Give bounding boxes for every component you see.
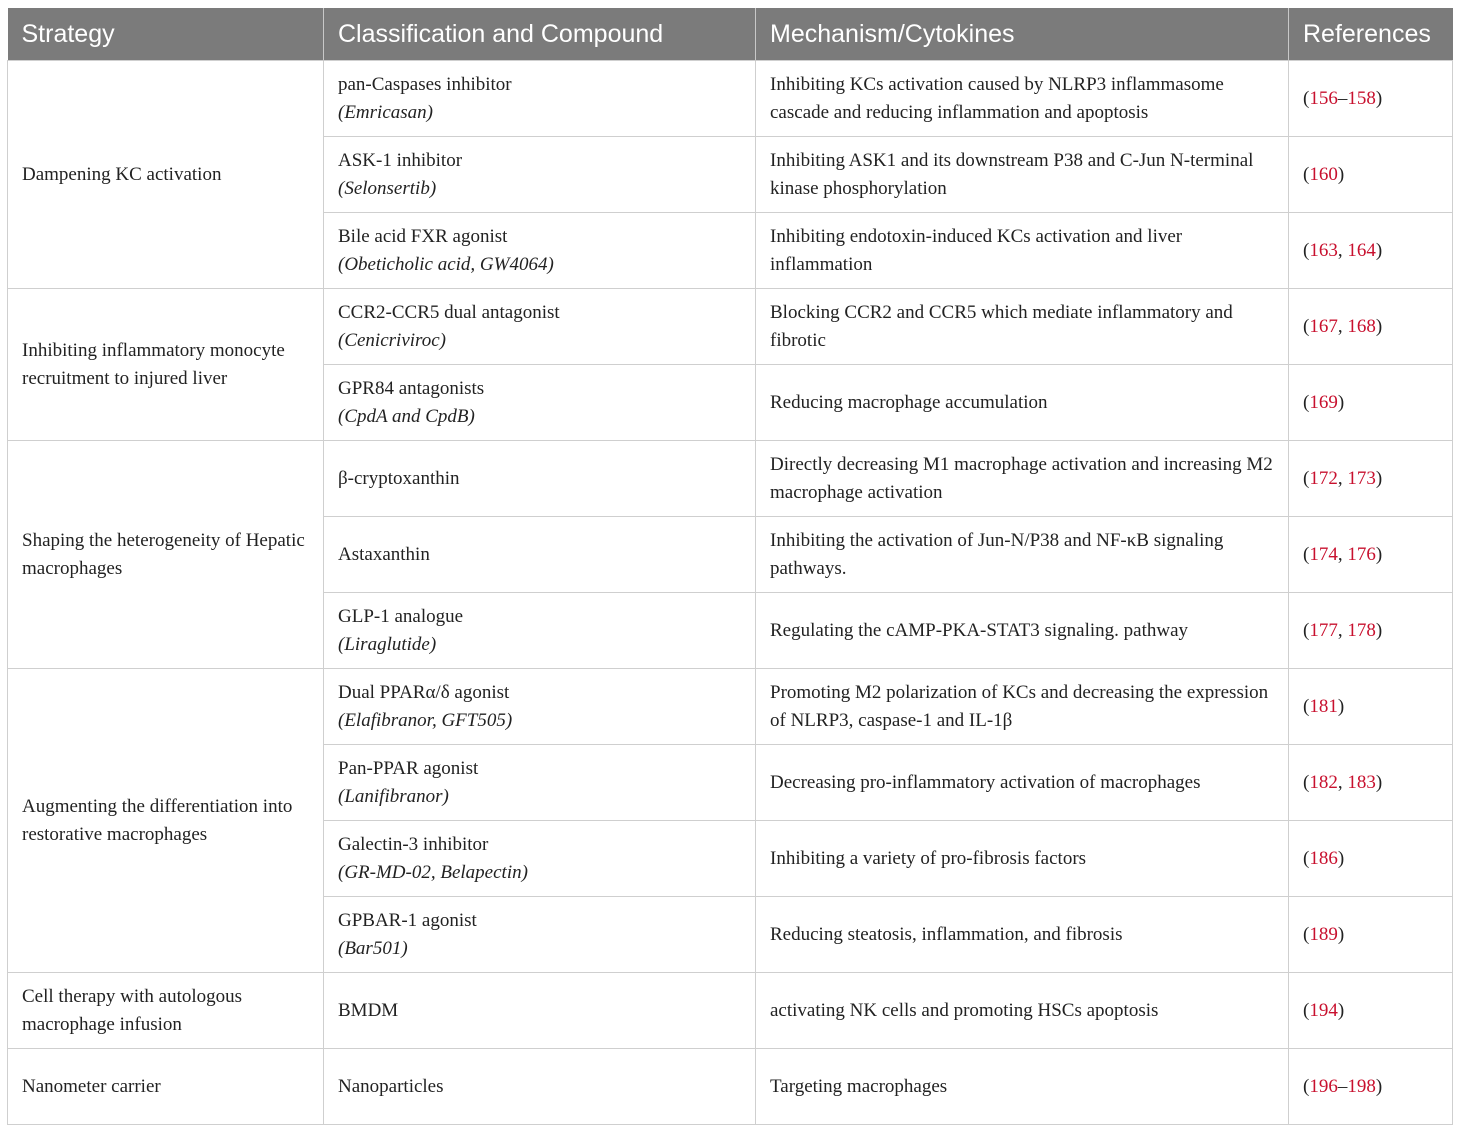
references-cell bbox=[1289, 897, 1453, 973]
classification-cell bbox=[324, 441, 756, 517]
compound-name: (Selonsertib) bbox=[338, 177, 437, 199]
classification-cell bbox=[324, 897, 756, 973]
classification-cell bbox=[324, 593, 756, 669]
header-mechanism: Mechanism/Cytokines bbox=[756, 8, 1289, 61]
classification-name: Astaxanthin bbox=[338, 543, 430, 565]
reference-link[interactable]: 156 bbox=[1309, 87, 1338, 109]
reference-link[interactable]: 178 bbox=[1347, 619, 1376, 641]
reference-list: (189) bbox=[1303, 923, 1345, 945]
references-cell bbox=[1289, 973, 1453, 1049]
references-cell bbox=[1289, 517, 1453, 593]
reference-link[interactable]: 158 bbox=[1347, 87, 1376, 109]
classification-cell bbox=[324, 61, 756, 137]
compound-name: (Liraglutide) bbox=[338, 633, 437, 655]
table-row bbox=[8, 289, 1453, 365]
classification-name: CCR2-CCR5 dual antagonist bbox=[338, 301, 560, 323]
reference-list: (181) bbox=[1303, 695, 1345, 717]
reference-link[interactable]: 174 bbox=[1309, 543, 1338, 565]
reference-list: (194) bbox=[1303, 999, 1345, 1021]
mechanism-cell: Reducing macrophage accumulation bbox=[756, 365, 1289, 441]
reference-list: (182, 183) bbox=[1303, 771, 1383, 793]
reference-separator: , bbox=[1337, 771, 1348, 793]
strategy-cell: Augmenting the differentiation into restorative macrophages bbox=[8, 669, 324, 973]
references-cell bbox=[1289, 1049, 1453, 1125]
table-row bbox=[8, 441, 1453, 517]
reference-separator: , bbox=[1337, 543, 1348, 565]
reference-link[interactable]: 186 bbox=[1309, 847, 1338, 869]
compound-name: (Obeticholic acid, GW4064) bbox=[338, 253, 554, 275]
classification-name: Bile acid FXR agonist bbox=[338, 225, 508, 247]
mechanism-cell: Inhibiting a variety of pro-fibrosis factors bbox=[756, 821, 1289, 897]
reference-list: (167, 168) bbox=[1303, 315, 1383, 337]
reference-separator: , bbox=[1337, 619, 1348, 641]
references-cell bbox=[1289, 289, 1453, 365]
strategy-cell: Cell therapy with autologous macrophage infusion bbox=[8, 973, 324, 1049]
reference-list: (177, 178) bbox=[1303, 619, 1383, 641]
strategy-cell: Shaping the heterogeneity of Hepatic macrophages bbox=[8, 441, 324, 669]
compound-name: (Elafibranor, GFT505) bbox=[338, 709, 513, 731]
classification-name: pan-Caspases inhibitor bbox=[338, 73, 512, 95]
classification-cell bbox=[324, 821, 756, 897]
classification-name: ASK-1 inhibitor bbox=[338, 149, 463, 171]
reference-link[interactable]: 164 bbox=[1347, 239, 1376, 261]
mechanism-cell: Inhibiting endotoxin-induced KCs activation and liver inflammation bbox=[756, 213, 1289, 289]
classification-name: Dual PPARα/δ agonist bbox=[338, 681, 510, 703]
classification-name: BMDM bbox=[338, 999, 399, 1021]
reference-separator: , bbox=[1337, 315, 1348, 337]
header-references: References bbox=[1289, 8, 1453, 61]
classification-cell bbox=[324, 289, 756, 365]
mechanism-cell: Decreasing pro-inflammatory activation of macrophages bbox=[756, 745, 1289, 821]
table-row bbox=[8, 973, 1453, 1049]
reference-link[interactable]: 167 bbox=[1309, 315, 1338, 337]
classification-name: Nanoparticles bbox=[338, 1075, 444, 1097]
reference-list: (196–198) bbox=[1303, 1075, 1383, 1097]
reference-link[interactable]: 194 bbox=[1309, 999, 1338, 1021]
mechanism-cell: Regulating the cAMP-PKA-STAT3 signaling. pathway bbox=[756, 593, 1289, 669]
reference-separator: , bbox=[1337, 467, 1348, 489]
mechanism-cell: Inhibiting KCs activation caused by NLRP3 inflammasome cascade and reducing inflammation and apoptosis bbox=[756, 61, 1289, 137]
mechanism-cell: Blocking CCR2 and CCR5 which mediate inflammatory and fibrotic bbox=[756, 289, 1289, 365]
classification-name: GLP-1 analogue bbox=[338, 605, 464, 627]
references-cell bbox=[1289, 669, 1453, 745]
compound-name: (Emricasan) bbox=[338, 101, 433, 123]
mechanism-cell: activating NK cells and promoting HSCs apoptosis bbox=[756, 973, 1289, 1049]
references-cell bbox=[1289, 441, 1453, 517]
compound-name: (Lanifibranor) bbox=[338, 785, 449, 807]
table-row bbox=[8, 1049, 1453, 1125]
reference-link[interactable]: 176 bbox=[1347, 543, 1376, 565]
reference-separator: , bbox=[1337, 239, 1348, 261]
mechanism-cell: Targeting macrophages bbox=[756, 1049, 1289, 1125]
classification-cell bbox=[324, 669, 756, 745]
strategies-table bbox=[7, 8, 1453, 1125]
references-cell bbox=[1289, 213, 1453, 289]
header-strategy: Strategy bbox=[8, 8, 324, 61]
reference-list: (156–158) bbox=[1303, 87, 1383, 109]
reference-link[interactable]: 173 bbox=[1347, 467, 1376, 489]
classification-cell bbox=[324, 517, 756, 593]
reference-list: (186) bbox=[1303, 847, 1345, 869]
strategy-cell: Inhibiting inflammatory monocyte recruitment to injured liver bbox=[8, 289, 324, 441]
reference-link[interactable]: 172 bbox=[1309, 467, 1338, 489]
classification-cell bbox=[324, 213, 756, 289]
classification-name: GPBAR-1 agonist bbox=[338, 909, 477, 931]
classification-cell bbox=[324, 1049, 756, 1125]
reference-link[interactable]: 196 bbox=[1309, 1075, 1338, 1097]
references-cell bbox=[1289, 593, 1453, 669]
classification-name: Pan-PPAR agonist bbox=[338, 757, 479, 779]
reference-link[interactable]: 163 bbox=[1309, 239, 1338, 261]
reference-separator: – bbox=[1337, 1075, 1348, 1097]
reference-link[interactable]: 168 bbox=[1347, 315, 1376, 337]
reference-separator: – bbox=[1337, 87, 1348, 109]
mechanism-cell: Directly decreasing M1 macrophage activation and increasing M2 macrophage activation bbox=[756, 441, 1289, 517]
references-cell bbox=[1289, 745, 1453, 821]
header-classification: Classification and Compound bbox=[324, 8, 756, 61]
classification-name: Galectin-3 inhibitor bbox=[338, 833, 489, 855]
table-header bbox=[8, 8, 1453, 61]
references-cell bbox=[1289, 821, 1453, 897]
table-body bbox=[8, 61, 1453, 1125]
references-cell bbox=[1289, 137, 1453, 213]
mechanism-cell: Reducing steatosis, inflammation, and fibrosis bbox=[756, 897, 1289, 973]
reference-list: (174, 176) bbox=[1303, 543, 1383, 565]
compound-name: (CpdA and CpdB) bbox=[338, 405, 475, 427]
reference-link[interactable]: 189 bbox=[1309, 923, 1338, 945]
table-row bbox=[8, 61, 1453, 137]
table-row bbox=[8, 669, 1453, 745]
reference-link[interactable]: 169 bbox=[1309, 391, 1338, 413]
compound-name: (GR-MD-02, Belapectin) bbox=[338, 861, 528, 883]
classification-cell bbox=[324, 365, 756, 441]
classification-cell bbox=[324, 137, 756, 213]
mechanism-cell: Promoting M2 polarization of KCs and decreasing the expression of NLRP3, caspase-1 and IL-1β bbox=[756, 669, 1289, 745]
reference-link[interactable]: 177 bbox=[1309, 619, 1338, 641]
mechanism-cell: Inhibiting ASK1 and its downstream P38 and C-Jun N-terminal kinase phosphorylation bbox=[756, 137, 1289, 213]
reference-link[interactable]: 160 bbox=[1309, 163, 1338, 185]
strategy-cell: Dampening KC activation bbox=[8, 61, 324, 289]
mechanism-cell: Inhibiting the activation of Jun-N/P38 and NF-κB signaling pathways. bbox=[756, 517, 1289, 593]
compound-name: (Cenicriviroc) bbox=[338, 329, 446, 351]
reference-list: (163, 164) bbox=[1303, 239, 1383, 261]
reference-list: (172, 173) bbox=[1303, 467, 1383, 489]
reference-link[interactable]: 198 bbox=[1347, 1075, 1376, 1097]
classification-name: β-cryptoxanthin bbox=[338, 467, 460, 489]
classification-name: GPR84 antagonists bbox=[338, 377, 485, 399]
reference-list: (169) bbox=[1303, 391, 1345, 413]
classification-cell bbox=[324, 745, 756, 821]
compound-name: (Bar501) bbox=[338, 937, 408, 959]
references-cell bbox=[1289, 365, 1453, 441]
classification-cell bbox=[324, 973, 756, 1049]
references-cell bbox=[1289, 61, 1453, 137]
strategy-cell: Nanometer carrier bbox=[8, 1049, 324, 1125]
reference-link[interactable]: 181 bbox=[1309, 695, 1338, 717]
reference-link[interactable]: 182 bbox=[1309, 771, 1338, 793]
reference-link[interactable]: 183 bbox=[1347, 771, 1376, 793]
reference-list: (160) bbox=[1303, 163, 1345, 185]
